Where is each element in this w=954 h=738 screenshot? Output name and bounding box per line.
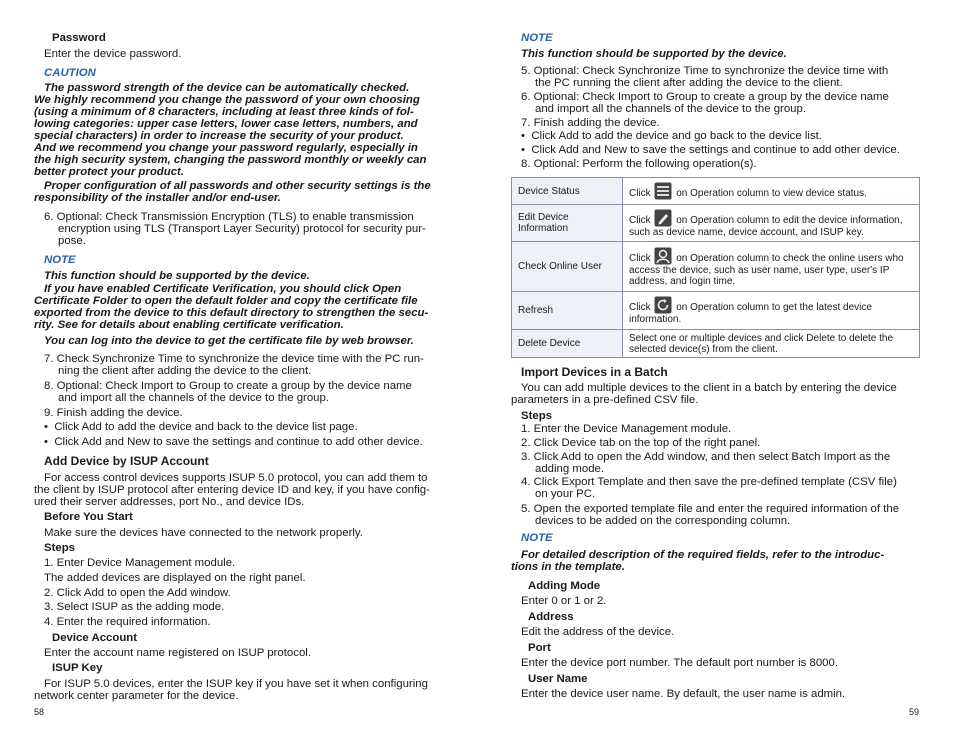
right-step-5: 5. Optional: Check Synchronize Time to synchronize the device time with the PC running the client after adding the device to the client. [521, 65, 889, 89]
table-value: Click on Operation column to check the online users who access the device, such as user name, user type, user's IP address, and login time. [623, 242, 920, 292]
step-2: 2. Click Add to open the Add window. [44, 587, 231, 599]
isup-intro: For access control devices supports ISUP 5.0 protocol, you can add them to the client by ISUP protocol after entering device ID and key, if you have config- ured their server addresses, port No., and device IDs. [34, 472, 430, 508]
right-s1: 1. Enter the Device Management module. [521, 423, 732, 435]
right-s4: 4. Click Export Template and then save the pre-defined template (CSV file) on your PC. [521, 476, 897, 500]
operations-table [511, 177, 920, 358]
step-7: 7. Check Synchronize Time to synchronize the device time with the PC run- ning the client after adding the device to the client. [44, 353, 424, 377]
right-step-7: 7. Finish adding the device. [521, 117, 660, 129]
device-status-icon [654, 182, 672, 200]
device-account-heading: Device Account [52, 632, 138, 644]
right-note-2-text: For detailed description of the required fields, refer to the introduc- tions in the template. [511, 549, 885, 573]
step-6-tls: 6. Optional: Check Transmission Encryption (TLS) to enable transmission encryption using TLS (Transport Layer Security) protocol for security pur- pose. [44, 211, 426, 247]
bullet-2: • Click Add and New to save the settings and continue to add other device. [44, 436, 423, 448]
right-note-2-label: NOTE [521, 532, 553, 544]
right-note-label: NOTE [521, 32, 553, 44]
adding-mode-heading: Adding Mode [528, 580, 601, 592]
isup-key-text: For ISUP 5.0 devices, enter the ISUP key if you have set it when configuring network center parameter for the device. [34, 678, 428, 702]
caution-paragraph-2: Proper configuration of all passwords and other security settings is the responsibility of the installer and/or end-user. [34, 180, 431, 204]
before-you-start-heading: Before You Start [44, 511, 133, 523]
refresh-icon [654, 296, 672, 314]
bullet-1: • Click Add to add the device and back to the device list page. [44, 421, 358, 433]
step-1-detail: The added devices are displayed on the right panel. [44, 572, 306, 584]
right-bullet-2: • Click Add and New to save the settings and continue to add other device. [521, 144, 900, 156]
address-heading: Address [528, 611, 574, 623]
table-key: Check Online User [512, 242, 623, 292]
note-label: NOTE [44, 254, 76, 266]
right-bullet-1: • Click Add to add the device and go back to the device list. [521, 130, 822, 142]
table-row [512, 242, 920, 292]
step-4: 4. Enter the required information. [44, 616, 211, 628]
before-you-start-text: Make sure the devices have connected to the network properly. [44, 527, 363, 539]
import-intro: You can add multiple devices to the client in a batch by entering the device parameters in a pre-defined CSV file. [511, 382, 897, 406]
right-step-8: 8. Optional: Perform the following operation(s). [521, 158, 757, 170]
edit-icon [654, 209, 672, 227]
right-steps-heading: Steps [521, 410, 553, 422]
page-number-left: 58 [34, 707, 45, 717]
password-heading: Password [52, 32, 106, 44]
table-row [512, 205, 920, 242]
table-value: Click on Operation column to edit the device information, such as device name, device account, and ISUP key. [623, 205, 920, 242]
table-value: Select one or multiple devices and click Delete to delete the selected device(s) from the client. [623, 330, 920, 358]
page-number-right: 59 [909, 707, 920, 717]
table-value: Click on Operation column to view device status. [623, 178, 920, 205]
user-name-text: Enter the device user name. By default, the user name is admin. [521, 688, 846, 700]
port-text: Enter the device port number. The default port number is 8000. [521, 657, 839, 669]
table-row [512, 178, 920, 205]
user-name-heading: User Name [528, 673, 588, 685]
step-1: 1. Enter Device Management module. [44, 557, 236, 569]
note-web-browser: You can log into the device to get the certificate file by web browser. [44, 335, 414, 347]
note-certificate-paragraph: If you have enabled Certificate Verification, you should click Open Certificate Folder to open the default folder and copy the certificate file exported from the device to this default directory to strengthen the secu- rity. See for details about enabling certificate verification. [34, 283, 429, 331]
table-key: Edit Device Information [512, 205, 623, 242]
import-heading: Import Devices in a Batch [521, 365, 668, 379]
step-3: 3. Select ISUP as the adding mode. [44, 601, 225, 613]
step-8: 8. Optional: Check Import to Group to create a group by the device name and import all the channels of the device to the group. [44, 380, 412, 404]
table-row [512, 330, 920, 358]
user-icon [654, 247, 672, 265]
right-step-6: 6. Optional: Check Import to Group to create a group by the device name and import all the channels of the device to the group. [521, 91, 889, 115]
right-note-line: This function should be supported by the device. [521, 48, 787, 60]
caution-label: CAUTION [44, 67, 96, 79]
caution-paragraph-1: The password strength of the device can be automatically checked. We highly recommend you change the password of your own choosing (using a minimum of 8 characters, including at least three kinds of fol- lowing categories: upper case letters, lower case letters, numbers, and special characters) in order to increase the security of your product. And we recommend you change your password regularly, especially in the high security system, changing the password monthly or weekly can better protect your product. [34, 82, 427, 178]
adding-mode-text: Enter 0 or 1 or 2. [521, 595, 607, 607]
address-text: Edit the address of the device. [521, 626, 675, 638]
right-s2: 2. Click Device tab on the top of the right panel. [521, 437, 761, 449]
isup-key-heading: ISUP Key [52, 662, 103, 674]
table-row [512, 292, 920, 330]
device-account-text: Enter the account name registered on ISUP protocol. [44, 647, 311, 659]
table-key: Refresh [512, 292, 623, 330]
steps-heading: Steps [44, 542, 76, 554]
table-key: Device Status [512, 178, 623, 205]
table-value: Click on Operation column to get the latest device information. [623, 292, 920, 330]
port-heading: Port [528, 642, 551, 654]
password-text: Enter the device password. [44, 48, 182, 60]
note-line-1: This function should be supported by the device. [44, 270, 310, 282]
step-9: 9. Finish adding the device. [44, 407, 183, 419]
table-key: Delete Device [512, 330, 623, 358]
right-s3: 3. Click Add to open the Add window, and then select Batch Import as the adding mode. [521, 451, 891, 475]
isup-heading: Add Device by ISUP Account [44, 454, 209, 468]
right-s5: 5. Open the exported template file and enter the required information of the devices to be added on the corresponding column. [521, 503, 900, 527]
